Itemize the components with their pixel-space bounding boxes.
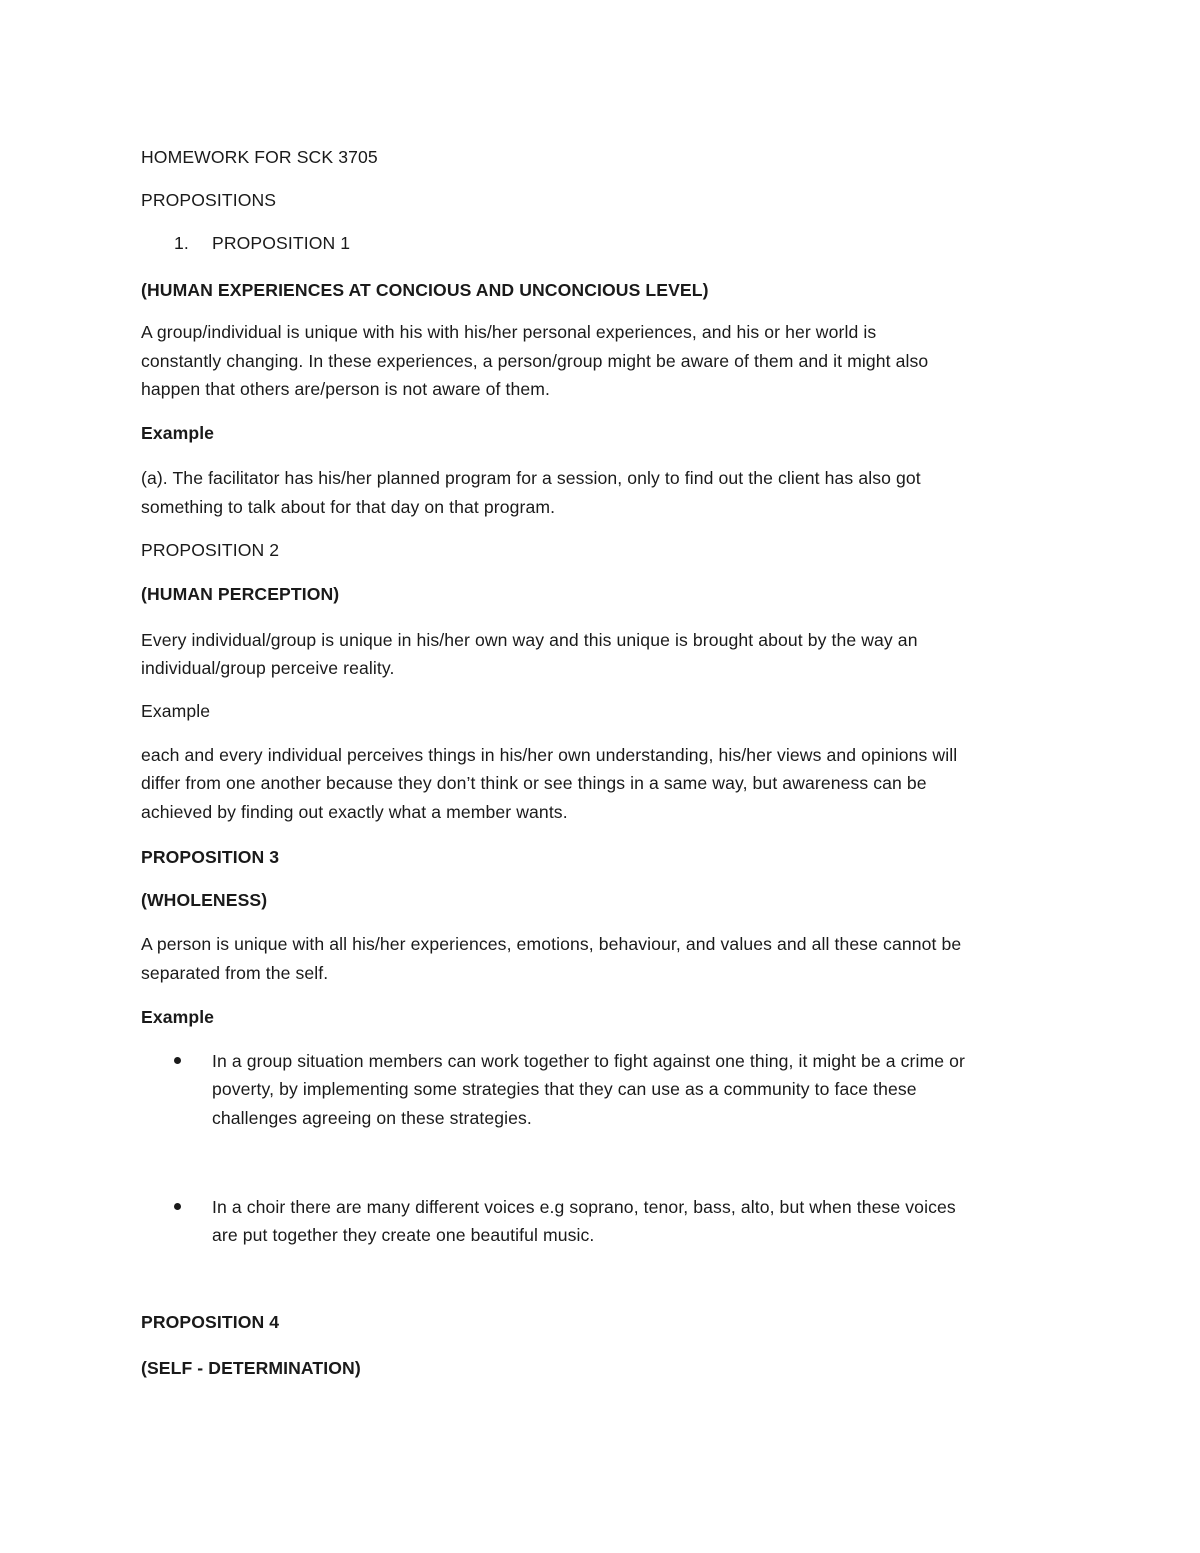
proposition-2-example-line: differ from one another because they don’t think or see things in a same way, but awareness can be [141, 773, 927, 793]
proposition-1-body-line: A group/individual is unique with his with his/her personal experiences, and his or her world is [141, 322, 877, 342]
proposition-2-subheading: (HUMAN PERCEPTION) [141, 584, 340, 604]
proposition-1-body-line: constantly changing. In these experiences, a person/group might be aware of them and it might also [141, 351, 929, 371]
bullet-item-line: In a group situation members can work together to fight against one thing, it might be a crime or [212, 1051, 965, 1071]
proposition-2-example-label: Example [141, 701, 211, 721]
proposition-1-subheading: (HUMAN EXPERIENCES AT CONCIOUS AND UNCONCIOUS LEVEL) [141, 280, 709, 300]
proposition-2-example-line: each and every individual perceives things in his/her own understanding, his/her views and opinions will [141, 745, 958, 765]
proposition-1-body-line: happen that others are/person is not aware of them. [141, 379, 551, 399]
proposition-1-example-label: Example [141, 423, 215, 443]
bullet-icon [174, 1057, 181, 1064]
section-heading: PROPOSITIONS [141, 190, 277, 210]
proposition-1-example-line: (a). The facilitator has his/her planned program for a session, only to find out the client has also got [141, 468, 921, 488]
proposition-3-example-label: Example [141, 1007, 215, 1027]
proposition-2-example-line: achieved by finding out exactly what a member wants. [141, 802, 568, 822]
proposition-3-body-line: separated from the self. [141, 963, 329, 983]
proposition-3-subheading: (WHOLENESS) [141, 890, 268, 910]
proposition-2-body-line: individual/group perceive reality. [141, 658, 395, 678]
proposition-3-body-line: A person is unique with all his/her experiences, emotions, behaviour, and values and all these cannot be [141, 934, 962, 954]
proposition-4-heading: PROPOSITION 4 [141, 1312, 280, 1332]
proposition-2-body-line: Every individual/group is unique in his/her own way and this unique is brought about by the way an [141, 630, 918, 650]
proposition-3-heading: PROPOSITION 3 [141, 847, 280, 867]
proposition-1-heading: PROPOSITION 1 [212, 233, 351, 253]
proposition-1-example-line: something to talk about for that day on that program. [141, 497, 556, 517]
proposition-2-heading: PROPOSITION 2 [141, 540, 280, 560]
bullet-item-line: are put together they create one beautiful music. [212, 1225, 595, 1245]
document-title: HOMEWORK FOR SCK 3705 [141, 147, 378, 167]
bullet-item-line: challenges agreeing on these strategies. [212, 1108, 532, 1128]
proposition-4-subheading: (SELF - DETERMINATION) [141, 1358, 361, 1378]
bullet-item-line: poverty, by implementing some strategies that they can use as a community to face these [212, 1079, 917, 1099]
bullet-item-line: In a choir there are many different voices e.g soprano, tenor, bass, alto, but when these voices [212, 1197, 956, 1217]
list-number: 1. [174, 233, 189, 253]
bullet-icon [174, 1203, 181, 1210]
